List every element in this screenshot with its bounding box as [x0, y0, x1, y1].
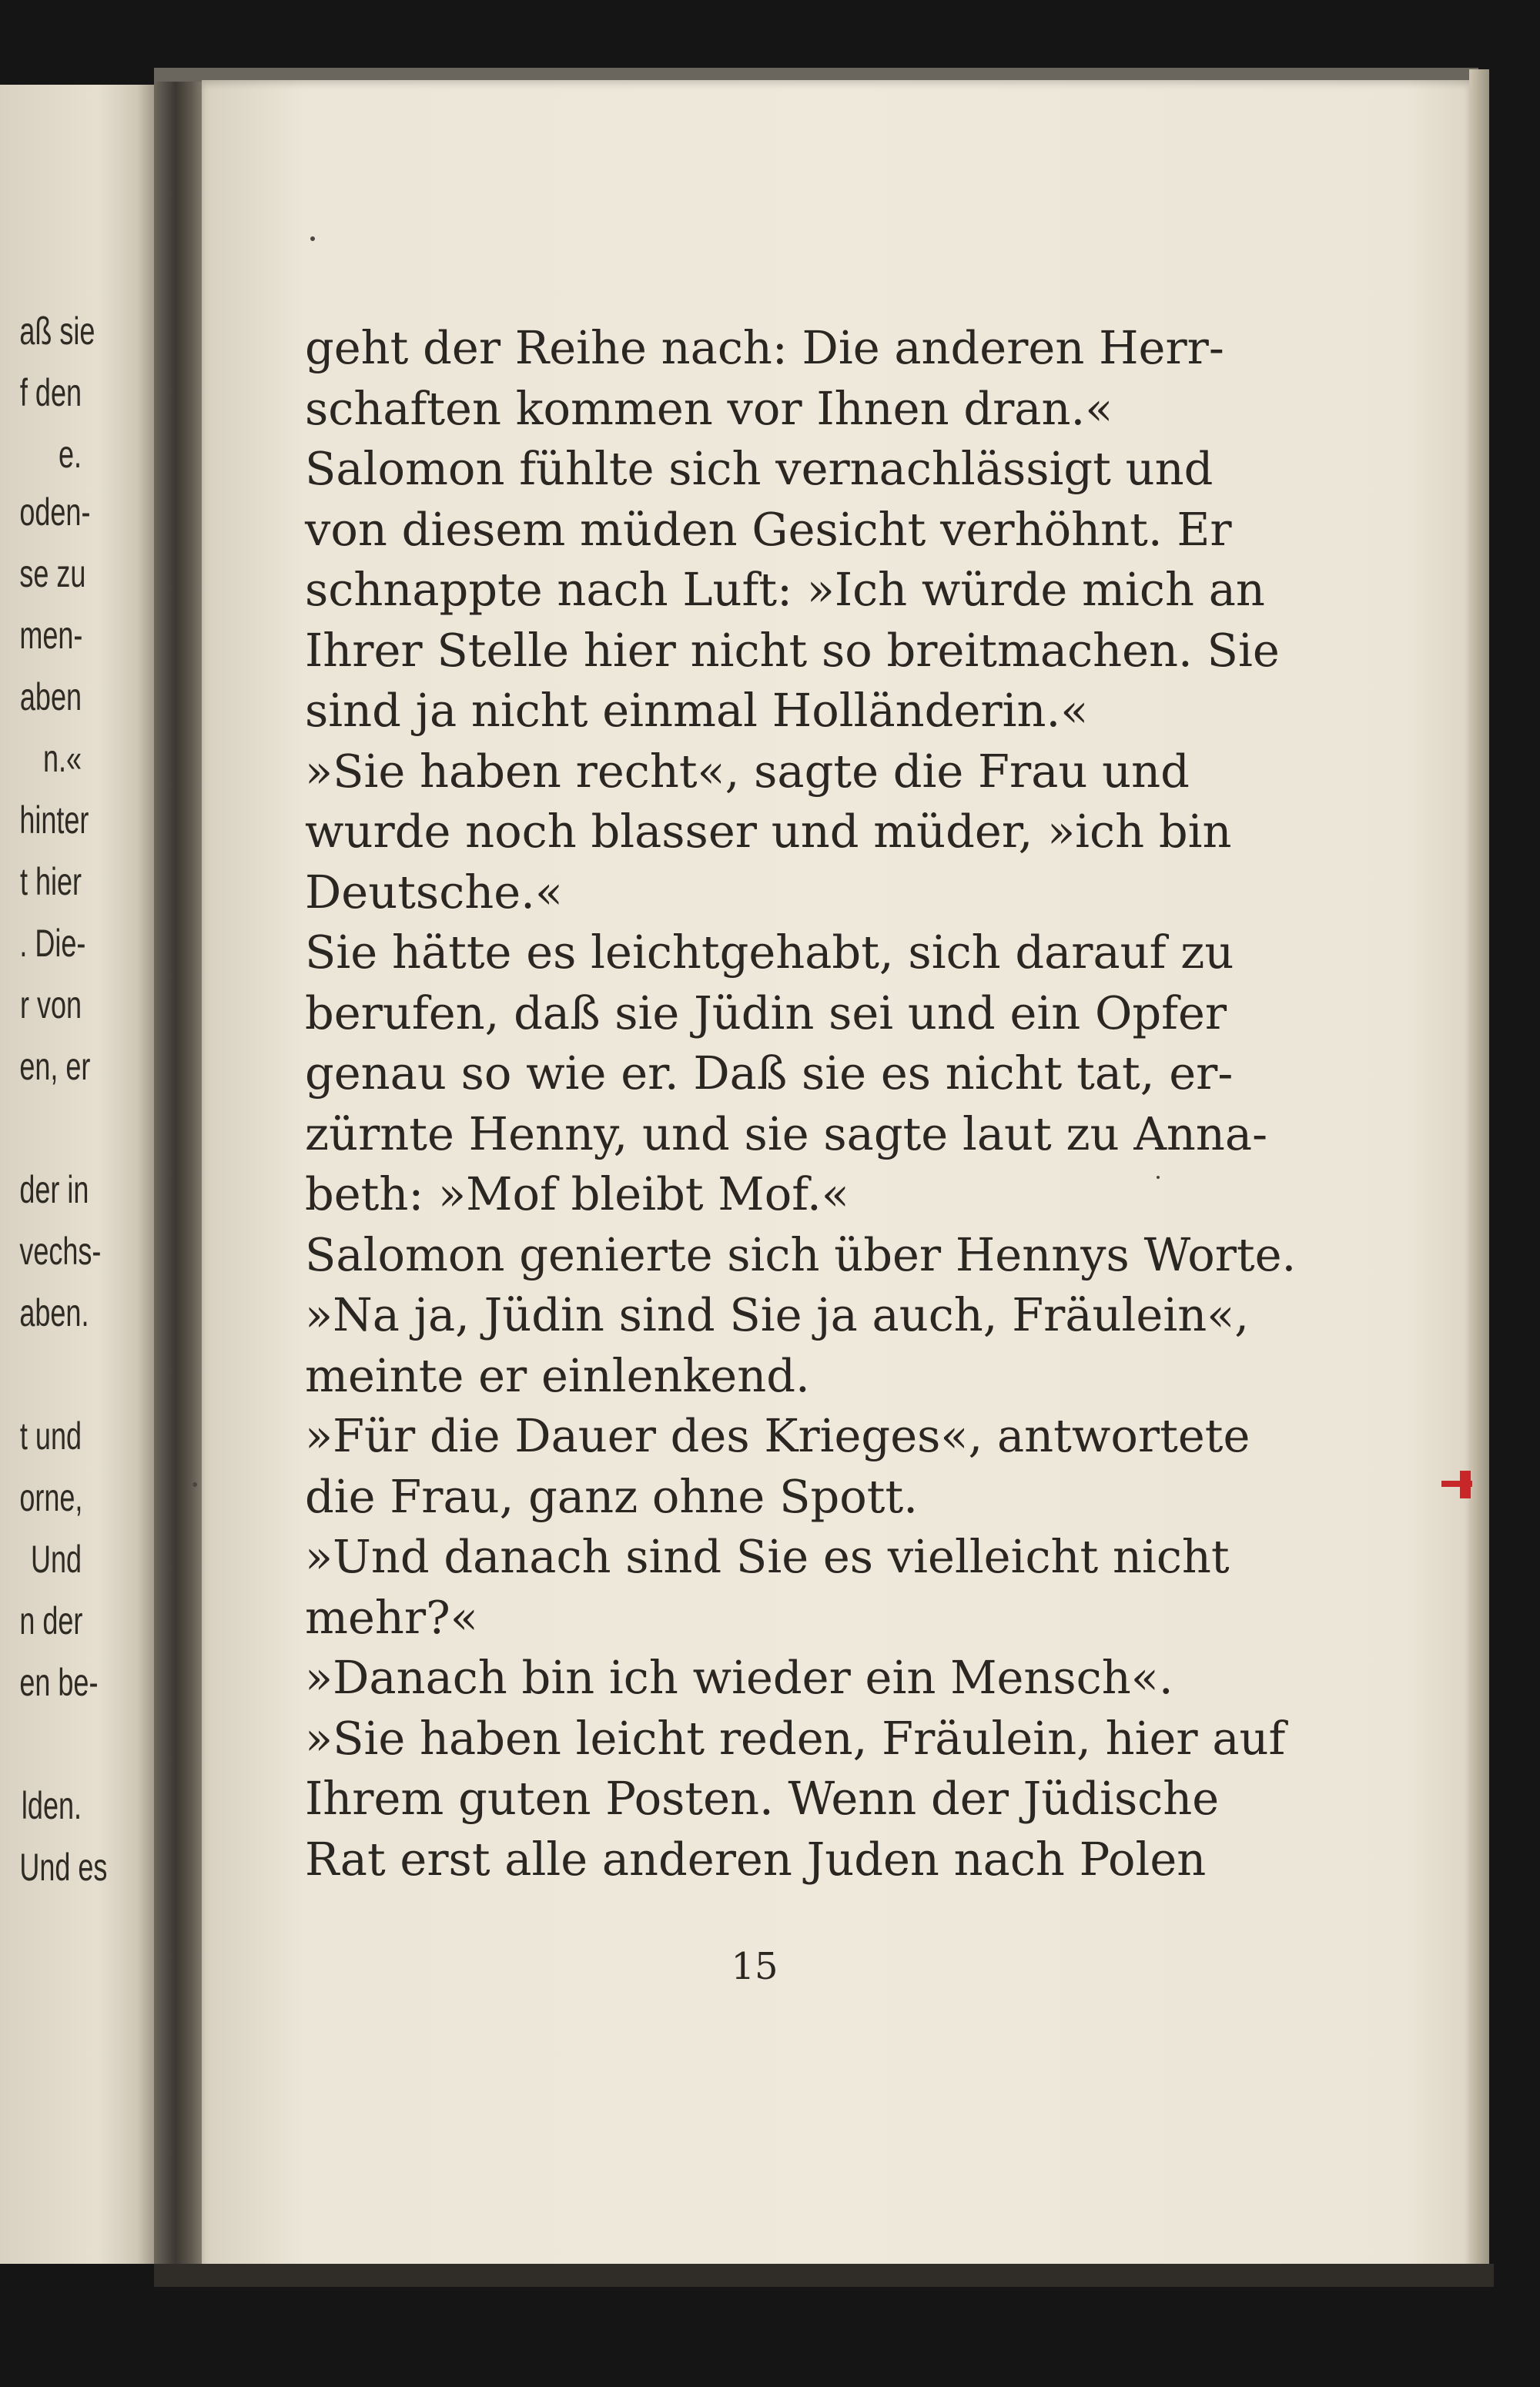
left-page-fragment: Und — [30, 1538, 82, 1581]
left-page-fragment: aben. — [19, 1291, 89, 1334]
left-page-fragment: men- — [19, 614, 83, 657]
left-page-fragment: n.« — [42, 737, 82, 780]
left-page-fragment: aben — [19, 675, 82, 718]
page-number: 15 — [731, 1945, 778, 1988]
text-line: Rat erst alle anderen Juden nach Polen — [305, 1832, 1207, 1886]
text-line: Ihrem guten Posten. Wenn der Jüdische — [305, 1772, 1220, 1825]
text-line: Deutsche.« — [305, 865, 564, 919]
left-page-fragment: se zu — [19, 552, 86, 595]
left-page-fragment: t hier — [19, 860, 82, 903]
text-line: »Na ja, Jüdin sind Sie ja auch, Fräulein«, — [305, 1288, 1250, 1341]
text-line: Salomon genierte sich über Hennys Worte. — [305, 1227, 1297, 1281]
text-line: meinte er einlenkend. — [305, 1348, 810, 1402]
text-line: »Danach bin ich wieder ein Mensch«. — [305, 1651, 1173, 1704]
bookmark-ribbon-tail — [1460, 1471, 1471, 1498]
text-line: von diesem müden Gesicht verhöhnt. Er — [305, 502, 1232, 556]
left-page-fragment: en, er — [19, 1045, 91, 1088]
left-page-fragment: vechs- — [19, 1230, 102, 1273]
left-page-fragment: aß sie — [19, 310, 95, 353]
left-page-fragment: en be- — [19, 1661, 99, 1704]
text-line: berufen, daß sie Jüdin sei und ein Opfer — [305, 986, 1227, 1040]
text-line: geht der Reihe nach: Die anderen Herr- — [305, 321, 1224, 374]
text-line: Sie hätte es leichtgehabt, sich darauf zu — [305, 926, 1234, 979]
left-page-fragment: oden- — [19, 490, 91, 534]
text-line: »Für die Dauer des Krieges«, antwortete — [305, 1409, 1250, 1462]
text-line: wurde noch blasser und müder, »ich bin — [305, 805, 1232, 858]
text-line: Salomon fühlte sich vernachlässigt und — [305, 442, 1214, 495]
left-page — [0, 85, 162, 2264]
text-line: beth: »Mof bleibt Mof.« — [305, 1167, 849, 1220]
left-page-fragment: der in — [19, 1168, 89, 1211]
paper-speck — [192, 1482, 197, 1487]
text-line: sind ja nicht einmal Holländerin.« — [305, 684, 1089, 737]
left-page-fragment: orne, — [19, 1476, 83, 1519]
left-page-fragment: lden. — [21, 1784, 82, 1827]
left-page-fragment: hinter — [19, 798, 89, 842]
paper-speck — [310, 236, 315, 241]
text-line: »Sie haben recht«, sagte die Frau und — [305, 744, 1190, 798]
body-text — [305, 318, 1297, 1890]
page-bottom-shadow — [154, 2264, 1494, 2287]
left-page-fragment: r von — [19, 983, 82, 1026]
book-cover-edge — [1469, 69, 1489, 2272]
left-page-fragment: t und — [19, 1414, 82, 1458]
text-line: die Frau, ganz ohne Spott. — [305, 1469, 918, 1523]
left-page-fragment: f den — [19, 371, 82, 414]
text-line: mehr?« — [305, 1590, 478, 1644]
text-line: schaften kommen vor Ihnen dran.« — [305, 381, 1113, 435]
text-line: genau so wie er. Daß sie es nicht tat, er- — [305, 1046, 1234, 1100]
text-line: zürnte Henny, und sie sagte laut zu Anna- — [305, 1106, 1268, 1160]
text-line: »Sie haben leicht reden, Fräulein, hier auf — [305, 1711, 1286, 1765]
text-line: Ihrer Stelle hier nicht so breitmachen. Sie — [305, 623, 1280, 677]
left-page-text-fragments — [0, 85, 162, 2264]
left-page-fragment: . Die- — [19, 922, 86, 965]
text-line: schnappte nach Luft: »Ich würde mich an — [305, 563, 1265, 616]
left-page-fragment: Und es — [19, 1846, 108, 1889]
left-page-fragment: n der — [19, 1599, 83, 1642]
left-page-fragment: e. — [58, 433, 82, 476]
text-line: »Und danach sind Sie es vielleicht nicht — [305, 1530, 1230, 1583]
